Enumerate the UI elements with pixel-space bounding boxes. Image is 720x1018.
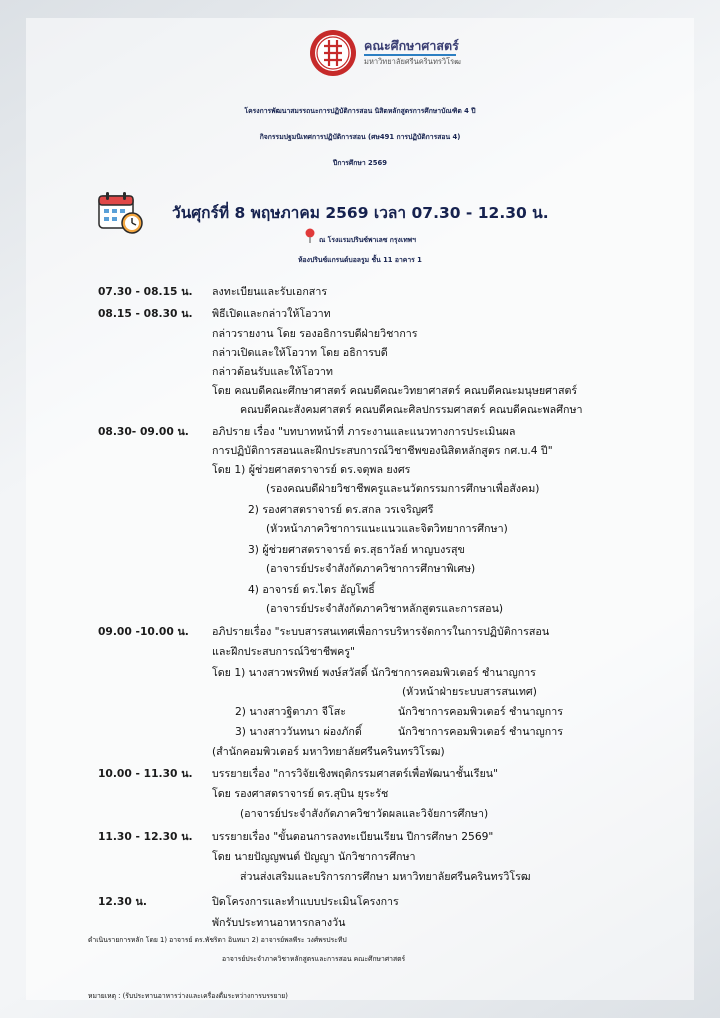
schedule-text: อภิปราย เรื่อง "บทบาทหน้าที่ ภาระงานและแนวทางการประเมินผล (212, 425, 516, 438)
schedule-text: ปิดโครงการและทำแบบประเมินโครงการ (212, 895, 399, 908)
event-date: วันศุกร์ที่ 8 พฤษภาคม 2569 เวลา 07.30 - 12.30 น. (172, 204, 549, 222)
schedule-text: (อาจารย์ประจำสังกัดภาควิชาหลักสูตรและการสอน) (266, 602, 504, 615)
schedule-text: คณบดีคณะสังคมศาสตร์ คณบดีคณะศิลปกรรมศาสตร์ คณบดีคณะพลศึกษา (240, 403, 583, 416)
schedule-time: 12.30 น. (98, 895, 147, 908)
moderators-line-1: ดำเนินรายการหลัก โดย 1) อาจารย์ ดร.พัชริดา อินทมา 2) อาจารย์พลพีระ วงศ์พรประทีป (88, 936, 347, 944)
header (26, 28, 694, 88)
faculty-name: คณะศึกษาศาสตร์ (364, 38, 459, 53)
schedule-time: 10.00 - 11.30 น. (98, 767, 193, 780)
title-line-1: โครงการพัฒนาสมรรถนะการปฏิบัติการสอน นิสิตหลักสูตรการศึกษาบัณฑิต 4 ปี (244, 107, 476, 115)
schedule-text: 2) นางสาวฐิตาภา จีโสะ (235, 705, 346, 718)
schedule-text: บรรยายเรื่อง "การวิจัยเชิงพฤติกรรมศาสตร์เพื่อพัฒนาชั้นเรียน" (212, 767, 499, 780)
schedule-text: (หัวหน้าฝ่ายระบบสารสนเทศ) (402, 685, 537, 698)
schedule-text: นักวิชาการคอมพิวเตอร์ ชำนาญการ (398, 705, 563, 718)
schedule-text: โดย คณบดีคณะศึกษาศาสตร์ คณบดีคณะวิทยาศาสตร์ คณบดีคณะมนุษยศาสตร์ (212, 384, 578, 397)
schedule-text: โดย 1) ผู้ช่วยศาสตราจารย์ ดร.จตุพล ยงศร (212, 463, 411, 476)
schedule-text: (อาจารย์ประจำสังกัดภาควิชาวัดผลและวิจัยการศึกษา) (240, 807, 489, 820)
title-line-2: กิจกรรมปฐมนิเทศการปฏิบัติการสอน (ศษ491 การปฏิบัติการสอน 4) (259, 133, 461, 141)
title-line-3: ปีการศึกษา 2569 (333, 159, 387, 167)
venue-room: ห้องปรินซ์แกรนด์บอลรูม ชั้น 11 อาคาร 1 (298, 256, 422, 264)
schedule-time: 09.00 -10.00 น. (98, 625, 189, 638)
schedule-text: นักวิชาการคอมพิวเตอร์ ชำนาญการ (398, 725, 563, 738)
schedule-text: 3) นางสาววันทนา ผ่องภักดิ์ (235, 725, 362, 738)
schedule-text: อภิปรายเรื่อง "ระบบสารสนเทศเพื่อการบริหารจัดการในการปฏิบัติการสอน (212, 625, 550, 638)
schedule-time: 11.30 - 12.30 น. (98, 830, 193, 843)
schedule-text: กล่าวเปิดและให้โอวาท โดย อธิการบดี (212, 346, 388, 359)
university-name: มหาวิทยาลัยศรีนครินทรวิโรฒ (364, 57, 461, 66)
note: หมายเหตุ : (รับประทานอาหารว่างและเครื่องดื่มระหว่างการบรรยาย) (88, 992, 288, 1000)
schedule-text: ส่วนส่งเสริมและบริการการศึกษา มหาวิทยาลัยศรีนครินทรวิโรฒ (240, 870, 531, 883)
schedule-text: และฝึกประสบการณ์วิชาชีพครู" (212, 645, 355, 658)
schedule-time: 07.30 - 08.15 น. (98, 285, 193, 298)
location-pin-icon (304, 228, 316, 244)
schedule-text: (หัวหน้าภาควิชาการแนะแนวและจิตวิทยาการศึกษา) (266, 522, 508, 535)
title-block (26, 98, 694, 176)
schedule-text: พิธีเปิดและกล่าวให้โอวาท (212, 307, 331, 320)
schedule-time: 08.15 - 08.30 น. (98, 307, 193, 320)
venue-name: ณ โรงแรมปรินซ์พาเลซ กรุงเทพฯ (319, 236, 416, 244)
faculty-seal-icon (308, 28, 358, 78)
schedule-text: กล่าวรายงาน โดย รองอธิการบดีฝ่ายวิชาการ (212, 327, 418, 340)
moderators-line-2: อาจารย์ประจำภาควิชาหลักสูตรและการสอน คณะศึกษาศาสตร์ (222, 955, 406, 963)
schedule-text: การปฏิบัติการสอนและฝึกประสบการณ์วิชาชีพของนิสิตหลักสูตร กศ.บ.4 ปี" (212, 444, 553, 457)
poster (26, 18, 694, 1000)
schedule-text: (สำนักคอมพิวเตอร์ มหาวิทยาลัยศรีนครินทรวิโรฒ) (212, 745, 445, 758)
schedule-text: (รองคณบดีฝ่ายวิชาชีพครูและนวัตกรรมการศึกษาเพื่อสังคม) (266, 482, 540, 495)
schedule-text: 3) ผู้ช่วยศาสตราจารย์ ดร.สุธาวัลย์ หาญบงรสุข (248, 543, 465, 556)
schedule-text: 4) อาจารย์ ดร.ไตร อัญโพธิ์ (248, 583, 375, 596)
schedule-text: (อาจารย์ประจำสังกัดภาควิชาการศึกษาพิเศษ) (266, 562, 476, 575)
schedule-text: พักรับประทานอาหารกลางวัน (212, 916, 346, 929)
schedule-text: โดย นายปัญญพนต์ ปัญญา นักวิชาการศึกษา (212, 850, 416, 863)
schedule-time: 08.30- 09.00 น. (98, 425, 189, 438)
schedule-text: กล่าวต้อนรับและให้โอวาท (212, 365, 333, 378)
schedule-text: 2) รองศาสตราจารย์ ดร.สกล วรเจริญศรี (248, 503, 434, 516)
schedule-text: โดย 1) นางสาวพรทิพย์ พงษ์สวัสดิ์ นักวิชาการคอมพิวเตอร์ ชำนาญการ (212, 666, 536, 679)
schedule-text: โดย รองศาสตราจารย์ ดร.สุบิน ยุระรัช (212, 787, 389, 800)
event-venue (26, 228, 694, 245)
schedule-text: บรรยายเรื่อง "ขั้นตอนการลงทะเบียนเรียน ปีการศึกษา 2569" (212, 830, 494, 843)
schedule-text: ลงทะเบียนและรับเอกสาร (212, 285, 328, 298)
faculty-logo-text (364, 38, 461, 67)
